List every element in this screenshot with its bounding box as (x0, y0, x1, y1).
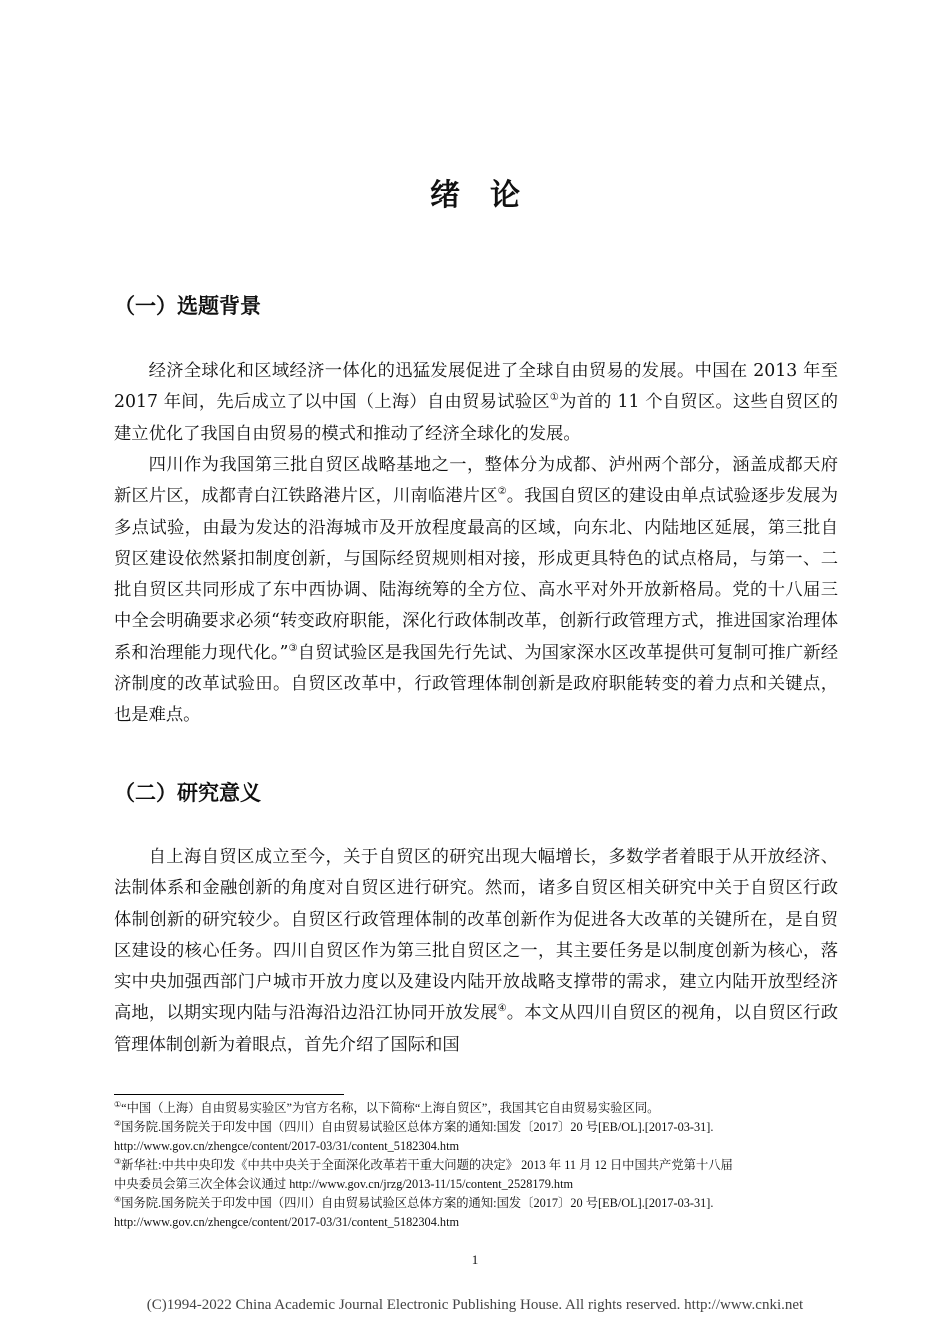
footnote-1 (114, 1099, 838, 1118)
footnote-separator (114, 1094, 344, 1095)
footnote-mark: ② (114, 1118, 122, 1128)
footnote-ref-3[interactable]: ③ (288, 643, 298, 655)
paragraph-significance-1 (114, 842, 838, 1061)
footnote-2 (114, 1118, 838, 1156)
footnote-3 (114, 1156, 838, 1194)
paragraph-background-1 (114, 356, 838, 450)
paragraph-text: 自上海自贸区成立至今，关于自贸区的研究出现大幅增长，多数学者着眼于从开放经济、法制体系和金融创新的角度对自贸区进行研究。然而，诸多自贸区相关研究中关于自贸区行政体制创新的研究较少。自贸区行政管理体制的改革创新作为促进各大改革的关键所在，是自贸区建设的核心任务。四川自贸区作为第三批自贸区之一，其主要任务是以制度创新为核心，落实中央加强西部门户城市开放力度以及建设内陆开放战略支撑带的需求，建立内陆开放型经济高地，以期实现内陆与沿海沿边沿江协同开放发展 (114, 847, 838, 1024)
footnote-mark: ① (114, 1099, 122, 1109)
footnote-ref-4[interactable]: ④ (497, 1003, 507, 1015)
page-number: 1 (471, 1252, 479, 1267)
section-heading-significance: （二）研究意义 (114, 781, 261, 805)
footnote-ref-2[interactable]: ② (497, 486, 507, 498)
footnote-ref-1[interactable]: ① (549, 392, 560, 404)
footnote-text: 国务院.国务院关于印发中国（四川）自由贸易试验区总体方案的通知:国发〔2017〕20 号[EB/OL].[2017-03-31]. (121, 1120, 714, 1134)
paragraph-text: 经济全球化和区域经济一体化的迅猛发展促进了全球自由贸易的发展。中国在 2013 年至 2017 年间，先后成立了以中国（上海）自由贸易试验区 (114, 361, 838, 413)
footnote-text: “中国（上海）自由贸易实验区”为官方名称，以下简称“上海自贸区”，我国其它自由贸易实验区同。 (121, 1101, 660, 1115)
copyright-notice: (C)1994-2022 China Academic Journal Electronic Publishing House. All rights reserved. http://www.cnki.net (146, 1297, 804, 1313)
footnote-mark: ④ (114, 1194, 122, 1204)
footnote-link[interactable]: http://www.gov.cn/zhengce/content/2017-03/31/content_5182304.htm (114, 1139, 460, 1153)
footnote-text: 新华社:中共中央印发《中共中央关于全面深化改革若干重大问题的决定》 2013 年 11 月 12 日中国共产党第十八届 (121, 1158, 733, 1172)
footnote-mark: ③ (114, 1156, 122, 1166)
footnotes (114, 1099, 838, 1232)
footnote-text: 国务院.国务院关于印发中国（四川）自由贸易试验区总体方案的通知:国发〔2017〕20 号[EB/OL].[2017-03-31]. (121, 1196, 714, 1210)
chapter-title: 绪论 (430, 178, 550, 213)
footnote-text: 中央委员会第三次全体会议通过 http://www.gov.cn/jrzg/2013-11/15/content_2528179.htm (114, 1177, 574, 1191)
paragraph-text: 为首的 11 个自贸区。这些自贸区的建立优化了我国自由贸易的模式和推动了经济全球化的发展。 (114, 392, 838, 444)
footnote-link[interactable]: http://www.gov.cn/zhengce/content/2017-03/31/content_5182304.htm (114, 1215, 460, 1229)
paragraph-text: 四川作为我国第三批自贸区战略基地之一，整体分为成都、泸州两个部分，涵盖成都天府新区片区，成都青白江铁路港片区，川南临港片区 (114, 455, 838, 507)
footnote-4 (114, 1194, 838, 1232)
paragraph-text: 。本文从四川自贸区的视角，以自贸区行政管理体制创新为着眼点，首先介绍了国际和国 (114, 1003, 838, 1055)
paragraph-text: 自贸试验区是我国先行先试、为国家深水区改革提供可复制可推广新经济制度的改革试验田。自贸区改革中，行政管理体制创新是政府职能转变的着力点和关键点，也是难点。 (114, 642, 838, 726)
paragraph-background-2 (114, 450, 838, 732)
section-heading-background: （一）选题背景 (114, 294, 261, 318)
paragraph-text: 。我国自贸区的建设由单点试验逐步发展为多点试验，由最为发达的沿海城市及开放程度最高的区域，向东北、内陆地区延展，第三批自贸区建设依然紧扣制度创新，与国际经贸规则相对接，形成更具特色的试点格局，与第一、二批自贸区共同形成了东中西协调、陆海统筹的全方位、高水平对外开放新格局。党的十八届三中全会明确要求必须“转变政府职能，深化行政体制改革，创新行政管理方式，推进国家治理体系和治理能力现代化。” (114, 486, 838, 663)
